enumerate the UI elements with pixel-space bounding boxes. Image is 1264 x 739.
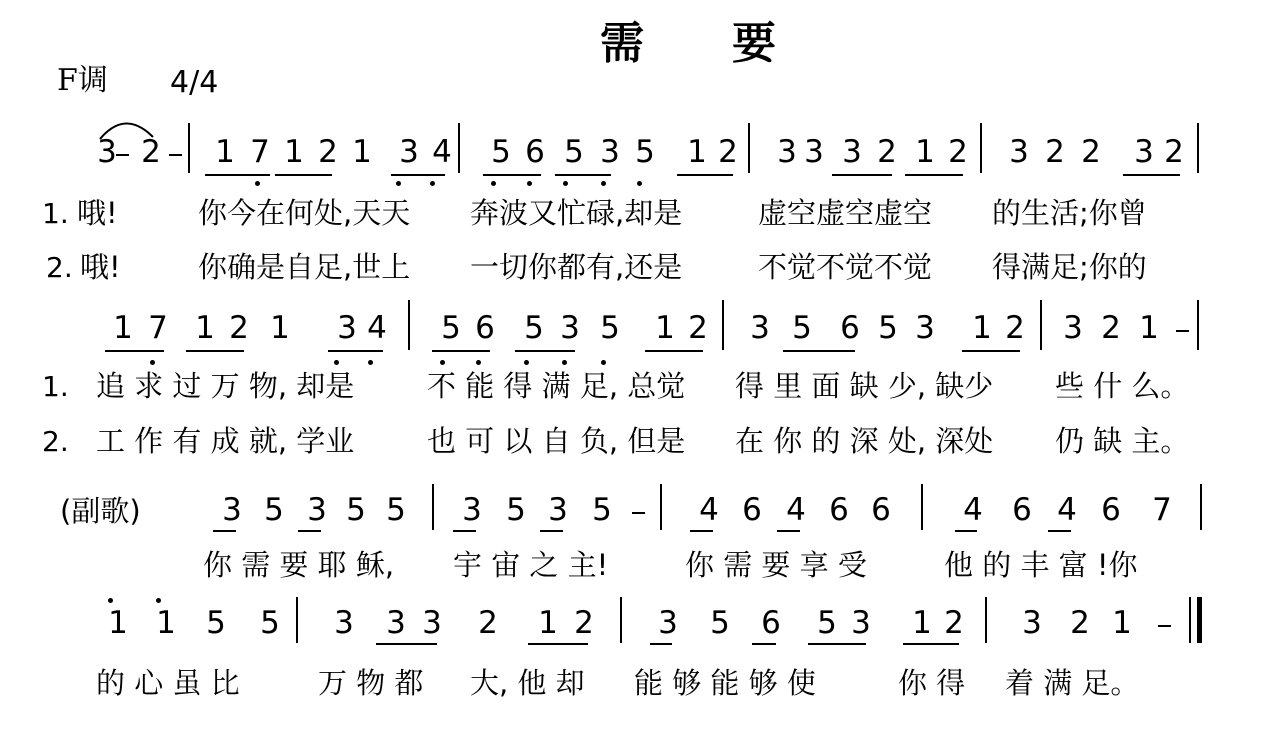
beam-underline [483,174,541,176]
beam-underline [213,530,236,532]
note: 4 [367,310,387,346]
note: 3 [307,492,327,528]
verse-number: 1. [42,370,69,403]
bar-line [432,484,434,530]
note: 5 [260,605,280,641]
lower-octave-dot [491,181,496,186]
note: 1 [156,605,176,641]
note: 5 [206,605,226,641]
note: 1 [655,310,675,346]
note: 6 [1012,492,1032,528]
beam-underline [205,174,270,176]
lower-octave-dot [150,360,155,365]
lyric-line-chorus-row1: 他 的 丰 富 !你 [944,548,1138,582]
note: 3 [658,605,678,641]
note: 4 [1057,492,1077,528]
note: 5 [817,605,837,641]
note: 1 [195,310,215,346]
lower-octave-dot [637,181,642,186]
lower-octave-dot [562,360,567,365]
bar-line [1197,300,1199,350]
beam-underline [905,174,963,176]
bar-line [1200,484,1202,530]
lower-octave-dot [430,181,435,186]
note: 3 [804,134,824,170]
note: 4 [963,492,983,528]
note: 6 [761,605,781,641]
beam-underline [515,350,575,352]
note: 3 [1022,605,1042,641]
note: 5 [710,605,730,641]
note: 3 [386,605,406,641]
beam-underline [955,530,977,532]
lyric-line-verse2-row2: 仍 缺 主。 [1055,424,1190,458]
lyric-line-chorus-row2: 能 够 能 够 使 [634,666,816,700]
upper-octave-dot [108,598,113,603]
beam-underline [1048,530,1071,532]
note: 2 [688,310,708,346]
note: 1 [687,134,707,170]
note: 5 [792,310,812,346]
lyric-line-chorus-row2: 大, 他 却 [470,666,585,700]
note: 3 [750,310,770,346]
note: 1 [108,605,128,641]
beam-underline [650,643,672,645]
beam-underline [832,174,892,176]
note: 2 [1045,134,1065,170]
lower-octave-dot [334,360,339,365]
note: 3 [560,310,580,346]
lower-octave-dot [476,360,481,365]
sustain-dash [632,512,645,514]
note: 6 [871,492,891,528]
note: 3 [777,134,797,170]
lyric-line-verse1-row1: 你今在何处,天天 [198,196,411,230]
beam-underline [105,350,164,352]
beam-underline [645,350,703,352]
beam-underline [540,530,563,532]
note: 2 [141,134,161,170]
beam-underline [186,350,244,352]
bar-line [921,484,923,530]
note: 5 [491,134,511,170]
verse-number: 2. [46,251,73,284]
note: 4 [699,492,719,528]
beam-underline [903,643,959,645]
note: 5 [600,310,620,346]
beam-underline [677,174,733,176]
note: 5 [386,492,406,528]
note: 5 [506,492,526,528]
lower-octave-dot [255,181,260,186]
note: 3 [1134,134,1154,170]
note: 6 [742,492,762,528]
note: 3 [915,310,935,346]
note: 3 [222,492,242,528]
lower-octave-dot [601,181,606,186]
note: 2 [877,134,897,170]
beam-underline [376,643,437,645]
note: 2 [318,134,338,170]
upper-octave-dot [156,598,161,603]
lyric-line-verse1-row2: 追 求 过 万 物, 却是 [96,369,355,403]
lyric-line-verse1-row1: 的生活;你曾 [992,196,1147,230]
bar-line [1040,300,1042,350]
lower-octave-dot [440,360,445,365]
note: 3 [600,134,620,170]
note: 5 [635,134,655,170]
beam-underline [275,174,332,176]
note: 1 [113,310,133,346]
lyric-line-chorus-row1: 宇 宙 之 主! [453,548,609,582]
lyric-line-verse1-row1: 奔波又忙碌,却是 [470,196,683,230]
lyric-line-verse2-row1: 你确是自足,世上 [198,250,411,284]
lyric-line-verse2-row1: 不觉不觉不觉 [758,250,933,284]
note: 7 [148,310,168,346]
bar-line [1197,123,1199,173]
key-signature: F调 [57,63,108,98]
bar-line [980,123,982,173]
bar-line [620,597,622,643]
note: 2 [574,605,594,641]
note: 1 [538,605,558,641]
lyric-line-verse2-row1: 得满足;你的 [992,250,1147,284]
sustain-dash [1158,625,1171,627]
note: 5 [346,492,366,528]
note: 2 [1164,134,1184,170]
lyric-line-verse1-row2: 不 能 得 满 足, 总觉 [427,369,686,403]
beam-underline [752,643,776,645]
lyric-line-verse1-row2: 得 里 面 缺 少, 缺少 [735,369,994,403]
note: 3 [842,134,862,170]
note: 5 [592,492,612,528]
note: 3 [399,134,419,170]
note: 3 [97,134,117,170]
lower-octave-dot [524,360,529,365]
note: 3 [1063,310,1083,346]
beam-underline [391,174,445,176]
lyric-line-verse2-row1: 哦! [80,250,121,284]
bar-line [985,597,987,643]
note: 2 [1101,310,1121,346]
beam-underline [1123,174,1180,176]
note: 5 [441,310,461,346]
note: 1 [912,605,932,641]
beam-underline [328,350,383,352]
lyric-line-chorus-row2: 万 物 都 [318,666,424,700]
note: 5 [564,134,584,170]
bar-line [296,597,298,643]
beam-underline [783,350,855,352]
verse-number: 1. [42,197,69,230]
lyric-line-chorus-row2: 的 心 虽 比 [96,666,240,700]
beam-underline [528,643,588,645]
note: 2 [1005,310,1025,346]
beam-underline [555,174,611,176]
note: 6 [829,492,849,528]
lyric-line-chorus-row1: 你 需 要 享 受 [685,548,867,582]
note: 1 [352,134,372,170]
beam-underline [453,530,476,532]
note: 4 [786,492,806,528]
note: 2 [718,134,738,170]
beam-underline [298,530,321,532]
note: 2 [1081,134,1101,170]
note: 5 [878,310,898,346]
note: 3 [422,605,442,641]
verse-number: 2. [42,425,69,458]
note: 5 [524,310,544,346]
final-bar-line [1197,597,1202,643]
note: 3 [851,605,871,641]
note: 3 [334,605,354,641]
song-title: 需 要 [600,18,776,69]
sustain-dash [169,154,182,156]
note: 3 [462,492,482,528]
beam-underline [808,643,866,645]
bar-line [1189,597,1191,643]
note: 2 [1070,605,1090,641]
note: 2 [944,605,964,641]
note: 7 [1152,492,1172,528]
lyric-line-verse1-row1: 虚空虚空虚空 [758,196,933,230]
note: 3 [337,310,357,346]
note: 1 [915,134,935,170]
bar-line [408,300,410,350]
note: 6 [475,310,495,346]
sustain-dash [1176,330,1189,332]
note: 2 [478,605,498,641]
note: 6 [525,134,545,170]
beam-underline [962,350,1020,352]
lyric-line-verse1-row1: 哦! [77,196,118,230]
lyric-line-verse2-row2: 也 可 以 自 负, 但是 [427,424,686,458]
bar-line [660,484,662,530]
lyric-line-chorus-row2: 你 得 [898,666,966,700]
sustain-dash [116,154,129,156]
note: 1 [270,310,290,346]
lyric-line-verse2-row1: 一切你都有,还是 [470,250,683,284]
lower-octave-dot [396,181,401,186]
beam-underline [432,350,490,352]
note: 1 [215,134,235,170]
lower-octave-dot [527,181,532,186]
lower-octave-dot [563,181,568,186]
note: 6 [840,310,860,346]
lyric-line-chorus-row2: 着 满 足。 [1005,666,1140,700]
beam-underline [777,530,800,532]
note: 2 [948,134,968,170]
lyric-line-verse2-row2: 工 作 有 成 就, 学业 [96,424,355,458]
note: 3 [548,492,568,528]
note: 1 [284,134,304,170]
bar-line [722,300,724,350]
note: 3 [1009,134,1029,170]
chorus-label: (副歌) [60,494,141,528]
note: 1 [1112,605,1132,641]
note: 5 [264,492,284,528]
lyric-line-verse2-row2: 在 你 的 深 处, 深处 [735,424,994,458]
note: 4 [432,134,452,170]
lower-octave-dot [368,360,373,365]
time-signature: 4/4 [170,65,219,100]
beam-underline [690,530,713,532]
note: 1 [1139,310,1159,346]
note: 1 [972,310,992,346]
bar-line [748,123,750,173]
lower-octave-dot [601,360,606,365]
bar-line [188,123,190,173]
bar-line [458,123,460,173]
note: 2 [229,310,249,346]
note: 7 [250,134,270,170]
lyric-line-verse1-row2: 些 什 么。 [1055,369,1190,403]
note: 6 [1101,492,1121,528]
lyric-line-chorus-row1: 你 需 要 耶 稣, [203,548,395,582]
